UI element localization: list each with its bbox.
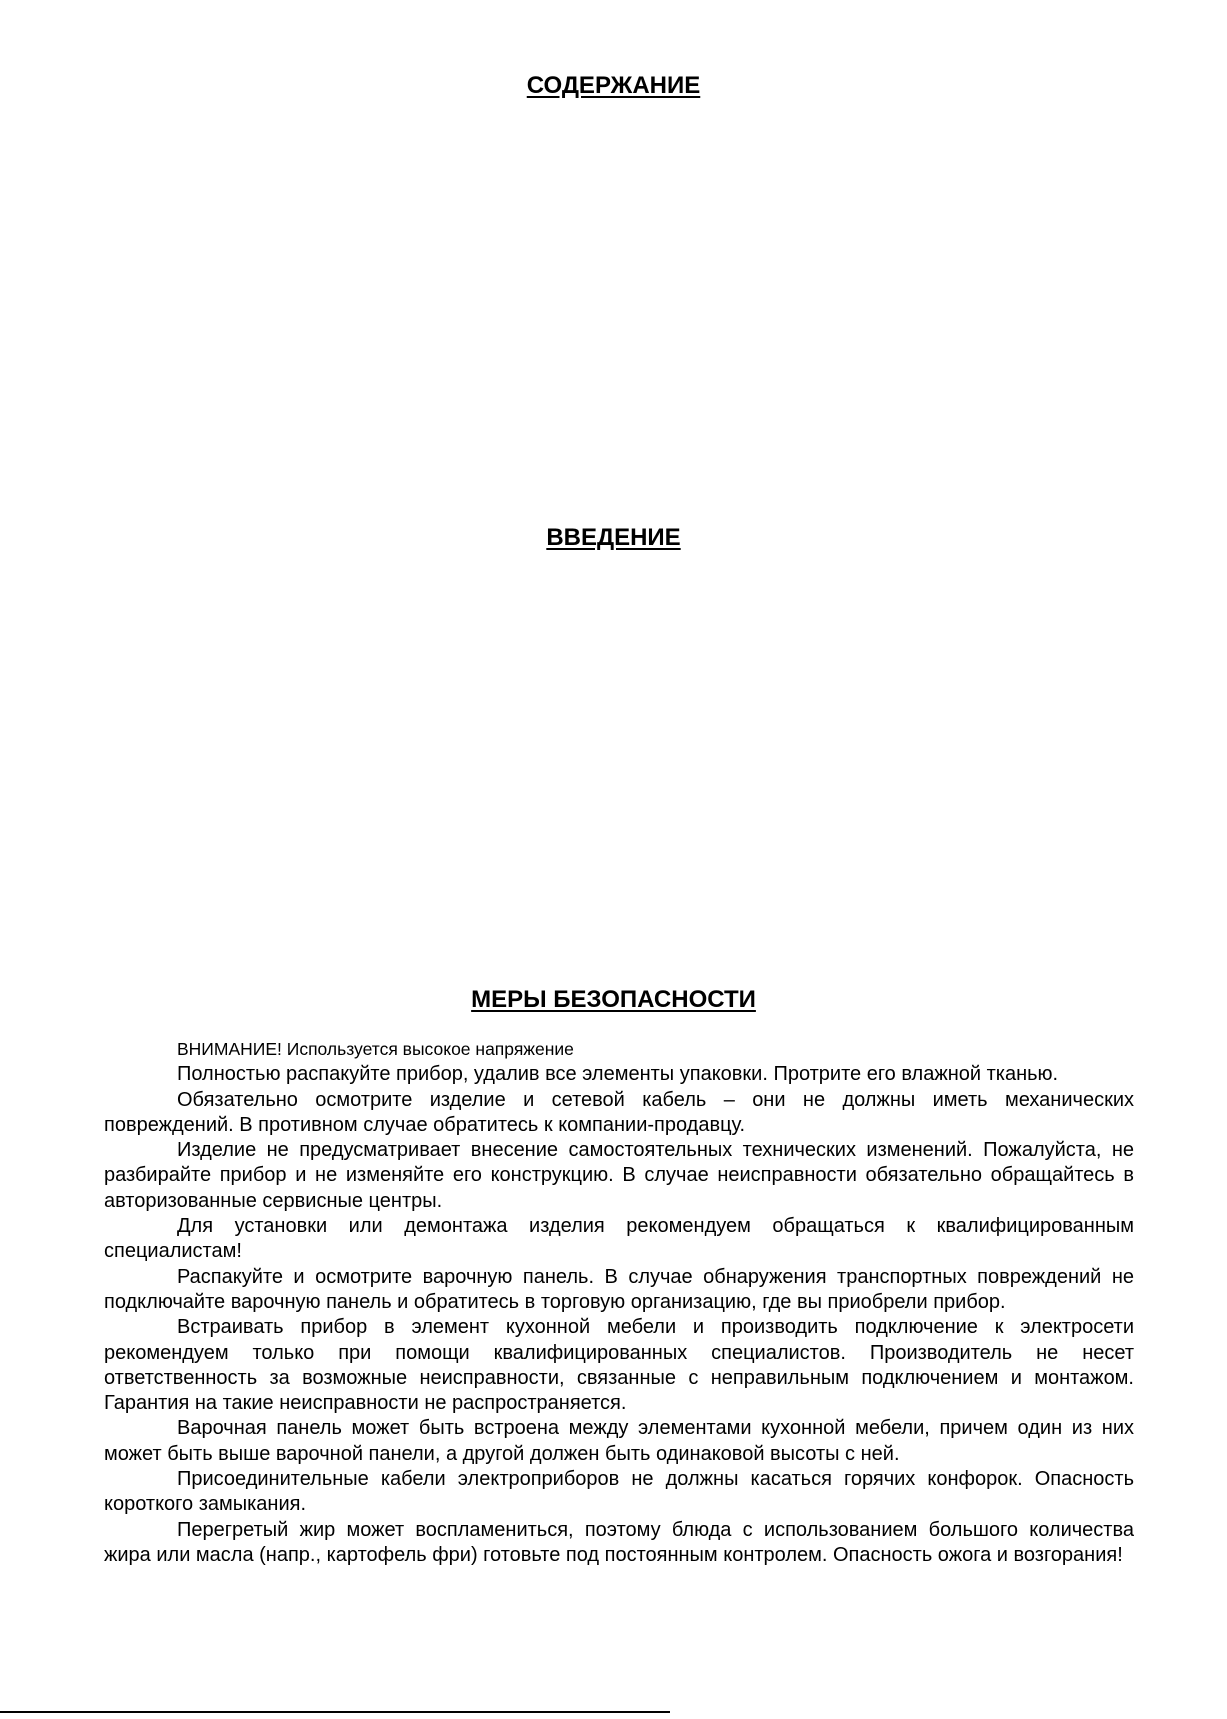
safety-paragraph-furniture-placement: Варочная панель может быть встроена между элементами кухонной мебели, причем один из них может быть выше варочной панели, а другой должен быть одинаковой высоты с ней. [104,1417,1134,1465]
safety-paragraph-built-in-connection: Встраивать прибор в элемент кухонной мебели и производить подключение к электросети рекомендуем только при помощи квалифицированных специалистов. Производитель не несет ответственность за возможные неисправности, связанные с неправильным подключением и монтажом. Гарантия на такие неисправности не распространяется. [104,1316,1134,1415]
safety-paragraph-unpack: Полностью распакуйте прибор, удалив все элементы упаковки. Протрите его влажной тканью. [177,1063,1059,1086]
safety-paragraph-transport-damage: Распакуйте и осмотрите варочную панель. В случае обнаружения транспортных повреждений не подключайте варочную панель и обратитесь в торговую организацию, где вы приобрели прибор. [104,1265,1134,1313]
safety-paragraph-inspect-cable: Обязательно осмотрите изделие и сетевой кабель – они не должны иметь механических повреждений. В противном случае обратитесь к компании-продавцу. [104,1088,1134,1136]
contents-heading: СОДЕРЖАНИЕ [526,72,701,99]
safety-paragraph-overheated-fat: Перегретый жир может воспламениться, поэтому блюда с использованием большого количества жира или масла (напр., картофель фри) готовьте под постоянным контролем. Опасность ожога и возгорания! [104,1518,1134,1566]
footer-rule [0,1711,670,1713]
safety-heading: МЕРЫ БЕЗОПАСНОСТИ [471,986,756,1013]
safety-paragraph-no-modifications: Изделие не предусматривает внесение самостоятельных технических изменений. Пожалуйста, не разбирайте прибор и не изменяйте его конструкцию. В случае неисправности обязательно обращайтесь в авторизованные сервисные центры. [104,1139,1134,1212]
introduction-heading: ВВЕДЕНИЕ [546,524,681,551]
high-voltage-warning: ВНИМАНИЕ! Используется высокое напряжение [177,1039,574,1059]
safety-paragraph-qualified-installation: Для установки или демонтажа изделия рекомендуем обращаться к квалифицированным специалистам! [104,1215,1134,1263]
safety-paragraph-cables-hot-burners: Присоединительные кабели электроприборов не должны касаться горячих конфорок. Опасность короткого замыкания. [104,1468,1134,1516]
safety-section [104,1037,1134,1568]
